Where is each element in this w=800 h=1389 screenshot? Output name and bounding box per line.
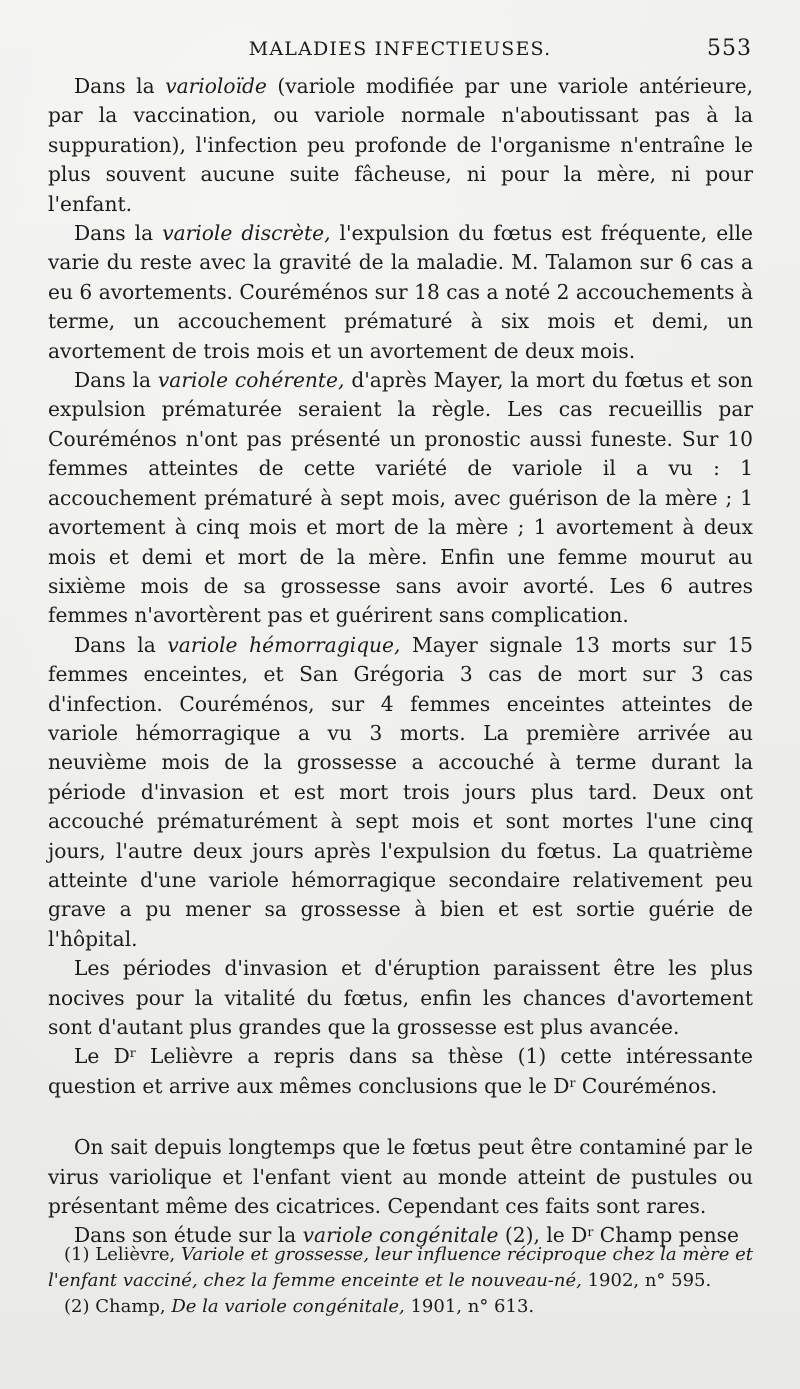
superscript: r	[569, 1074, 576, 1090]
italic-term: varioloïde	[165, 74, 267, 98]
superscript: r	[587, 1224, 594, 1240]
text-run: (2), le D	[498, 1223, 588, 1248]
text-run: Dans la	[74, 368, 158, 393]
text-run: (1) Lelièvre,	[64, 1244, 181, 1265]
text-run: (2) Champ,	[64, 1296, 172, 1317]
footnote-2	[48, 1294, 753, 1320]
italic-term: variole discrète,	[162, 221, 331, 246]
text-run: Le D	[74, 1044, 130, 1069]
superscript: r	[129, 1045, 136, 1061]
text-run: Lelièvre a repris dans sa thèse (1) cette intéressante question et arrive aux mêmes conclusions que le D	[48, 1044, 753, 1098]
paragraph-variole-hemorragique	[48, 631, 753, 954]
text-run: Les périodes d'invasion et d'éruption paraissent être les plus nocives pour la vitalité du fœtus, enfin les chances d'avortement sont d'autant plus grandes que la grossesse est plus avancée.	[48, 956, 753, 1039]
page-header	[48, 38, 752, 68]
text-run: d'après Mayer, la mort du fœtus et son expulsion prématurée seraient la règle. Les cas recueillis par Couréménos n'ont pas présenté un pronostic aussi funeste. Sur 10 femmes atteintes de cette variété de variole il a vu : 1 accouchement prématuré à sept mois, avec guérison de la mère ; 1 avortement à cinq mois et mort de la mère ; 1 avortement à deux mois et demi et mort de la mère. Enfin une femme mourut au sixième mois de sa grossesse sans avoir avorté. Les 6 autres femmes n'avortèrent pas et guérirent sans complication.	[48, 368, 753, 628]
paragraph-lelievre	[48, 1042, 753, 1101]
text-run: l'expulsion du fœtus est fréquente, elle varie du reste avec la gravité de la maladie. M. Talamon sur 6 cas a eu 6 avortements. Couréménos sur 18 cas a noté 2 accouchements à terme, un accouchement prématuré à six mois et demi, un avortement de trois mois et un avortement de deux mois.	[48, 221, 753, 363]
text-run: Dans son étude sur la	[74, 1223, 303, 1248]
text-run: Couréménos.	[575, 1073, 718, 1098]
running-head: MALADIES INFECTIEUSES.	[248, 38, 552, 60]
paragraph-variole-coherente	[48, 366, 753, 631]
text-run: (variole modifiée par une variole antérieure, par la vaccination, ou variole normale n'aboutissant pas à la suppuration), l'infection peu profonde de l'organisme n'entraîne le plus souvent aucune suite fâcheuse, ni pour la mère, ni pour l'enfant.	[48, 74, 753, 216]
page-number: 553	[707, 36, 752, 61]
text-run: Champ pense	[593, 1223, 739, 1248]
italic-term: variole cohérente,	[157, 368, 345, 393]
paragraph-varioloide	[48, 72, 753, 219]
italic-title: Variole et grossesse, leur influence réciproque chez la mère et l'enfant vacciné, chez la femme enceinte et le nouveau-né,	[48, 1244, 754, 1291]
italic-title: De la variole congénitale,	[171, 1296, 405, 1317]
footnotes	[48, 1242, 753, 1320]
paragraph-variole-discrete	[48, 219, 753, 366]
paragraph-periodes	[48, 954, 753, 1042]
main-text	[48, 72, 753, 1251]
text-run: 1901, n° 613.	[404, 1296, 535, 1317]
italic-term: variole congénitale	[302, 1223, 499, 1248]
text-run: Dans la	[74, 632, 168, 657]
text-run: On sait depuis longtemps que le fœtus peut être contaminé par le virus variolique et l'enfant vient au monde atteint de pustules ou présentant même des cicatrices. Cependant ces faits sont rares.	[48, 1135, 753, 1219]
footnote-1	[48, 1242, 753, 1294]
paragraph-contamination	[48, 1133, 753, 1221]
italic-term: variole hémorragique,	[167, 632, 401, 657]
text-run: Dans la	[74, 221, 163, 246]
text-run: Dans la	[74, 74, 166, 98]
text-run: 1902, n° 595.	[581, 1270, 712, 1291]
text-run: Mayer signale 13 morts sur 15 femmes enceintes, et San Grégoria 3 cas de mort sur 3 cas d'infection. Couréménos, sur 4 femmes enceintes atteintes de variole hémorragique a vu 3 morts. La première arrivée au neuvième mois de la grossesse a accouché à terme durant la période d'invasion et est mort trois jours plus tard. Deux ont accouché prématurément à sept mois et sont mortes l'une cinq jours, l'autre deux jours après l'expulsion du fœtus. La quatrième atteinte d'une variole hémorragique secondaire relativement peu grave a pu mener sa grossesse à bien et est sortie guérie de l'hôpital.	[48, 632, 753, 951]
